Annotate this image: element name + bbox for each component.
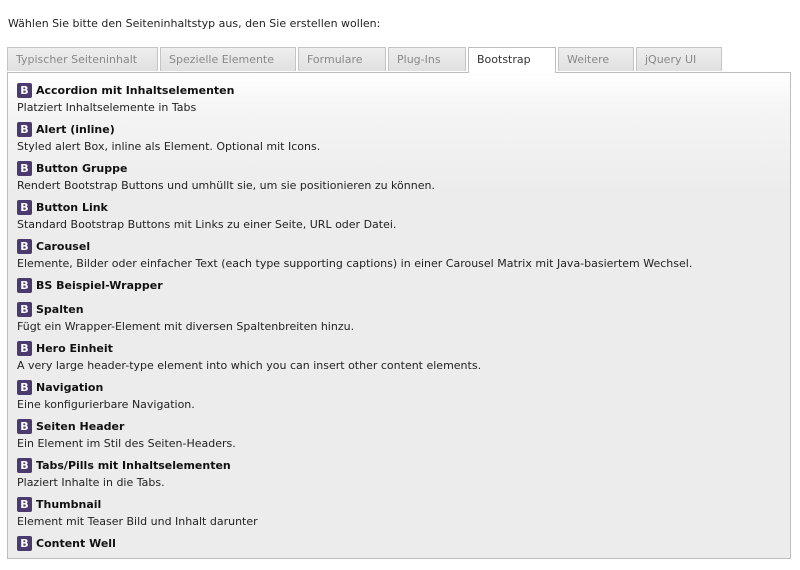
bootstrap-icon: B	[17, 341, 32, 356]
bootstrap-icon: B	[17, 302, 32, 317]
item-title[interactable]: Alert (inline)	[36, 123, 115, 136]
tab-plug-ins[interactable]: Plug-Ins	[388, 47, 466, 71]
item-title[interactable]: Accordion mit Inhaltselementen	[36, 84, 235, 97]
bootstrap-icon: B	[17, 278, 32, 293]
bootstrap-icon: B	[17, 200, 32, 215]
item-description: Styled alert Box, inline als Element. Optional mit Icons.	[17, 140, 321, 153]
bootstrap-icon: B	[17, 239, 32, 254]
bootstrap-icon: B	[17, 380, 32, 395]
item-description: Eine konfigurierbare Navigation.	[17, 398, 195, 411]
item-title[interactable]: Thumbnail	[36, 498, 102, 511]
tab-jquery-ui[interactable]: jQuery UI	[636, 47, 722, 71]
item-title[interactable]: Button Gruppe	[36, 162, 128, 175]
item-title[interactable]: Button Link	[36, 201, 108, 214]
item-description: Rendert Bootstrap Buttons und umhüllt sie, um sie positionieren zu können.	[17, 179, 435, 192]
bootstrap-icon: B	[17, 83, 32, 98]
item-title[interactable]: Hero Einheit	[36, 342, 113, 355]
tab-spezielle-elemente[interactable]: Spezielle Elemente	[160, 47, 296, 71]
bootstrap-icon: B	[17, 536, 32, 551]
item-title[interactable]: BS Beispiel-Wrapper	[36, 279, 163, 292]
item-title[interactable]: Navigation	[36, 381, 104, 394]
bootstrap-elements-panel	[7, 72, 791, 559]
item-title[interactable]: Seiten Header	[36, 420, 125, 433]
item-description: Element mit Teaser Bild und Inhalt darunter	[17, 515, 258, 528]
item-description: Fügt ein Wrapper-Element mit diversen Spaltenbreiten hinzu.	[17, 320, 355, 333]
item-title[interactable]: Tabs/Pills mit Inhaltselementen	[36, 459, 231, 472]
item-title[interactable]: Content Well	[36, 537, 116, 550]
bootstrap-icon: B	[17, 497, 32, 512]
tab-bootstrap[interactable]: Bootstrap	[468, 47, 556, 73]
tab-weitere[interactable]: Weitere	[558, 47, 634, 71]
item-description: Platziert Inhaltselemente in Tabs	[17, 101, 197, 114]
bootstrap-icon: B	[17, 161, 32, 176]
item-description: Plaziert Inhalte in die Tabs.	[17, 476, 165, 489]
bootstrap-icon: B	[17, 419, 32, 434]
item-title[interactable]: Spalten	[36, 303, 84, 316]
item-description: Ein Element im Stil des Seiten-Headers.	[17, 437, 236, 450]
item-title[interactable]: Carousel	[36, 240, 91, 253]
tab-typischer-seiteninhalt[interactable]: Typischer Seiteninhalt	[7, 47, 158, 71]
item-description: Standard Bootstrap Buttons mit Links zu einer Seite, URL oder Datei.	[17, 218, 397, 231]
item-description: Elemente, Bilder oder einfacher Text (each type supporting captions) in einer Carousel Matrix mit Java-basiertem Wechsel.	[17, 257, 693, 270]
bootstrap-icon: B	[17, 458, 32, 473]
item-description: A very large header-type element into which you can insert other content elements.	[17, 359, 482, 372]
intro-text: Wählen Sie bitte den Seiteninhaltstyp aus, den Sie erstellen wollen:	[8, 17, 381, 30]
tab-formulare[interactable]: Formulare	[298, 47, 386, 71]
bootstrap-icon: B	[17, 122, 32, 137]
